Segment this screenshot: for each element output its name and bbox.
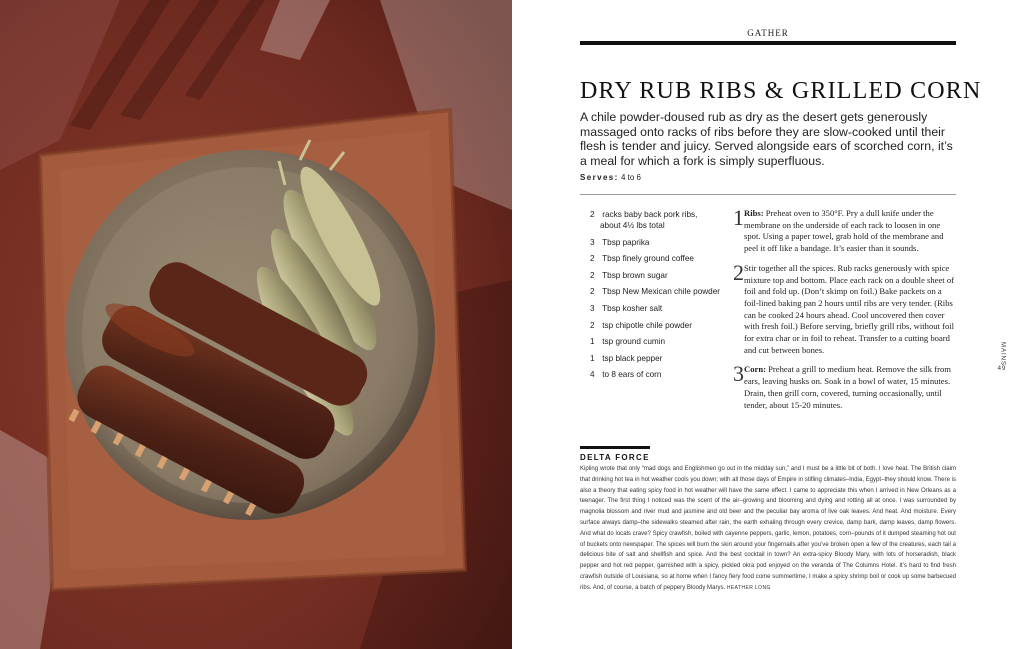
ingredient-item — [590, 369, 720, 380]
ingredient-item — [590, 253, 720, 264]
divider — [580, 194, 956, 195]
method-step — [733, 259, 957, 357]
ingredient-qty: 2 — [590, 254, 595, 264]
serves-line — [580, 173, 641, 182]
ingredient-item — [590, 303, 720, 314]
serves-label: Serves: — [580, 173, 619, 182]
ingredient-item — [590, 353, 720, 364]
ingredient-name: Tbsp finely ground coffee — [602, 254, 694, 264]
step-text: Stir together all the spices. Rub racks generously with spice mixture top and bottom. Place each rack on a double sheet of foil and fold up. (Don’t skimp on foil.) Bake packets on a foil-lined baking pan 2 hours until ribs are very tender. (Ribs can be cooked 24 hours ahead. Cool uncovered then cover with fresh foil.) Before serving, briefly grill ribs, without foil for extra char or in foil to reheat. Transfer to a cutting board and cut between bones. — [744, 262, 955, 355]
sidebar-body — [580, 464, 956, 594]
ingredient-name: tsp chipotle chile powder — [602, 320, 692, 330]
page-folio — [996, 342, 1008, 373]
ingredient-item — [590, 237, 720, 248]
page-number: 49 — [997, 366, 1007, 373]
step-number: 1 — [733, 205, 744, 230]
ingredient-item — [590, 286, 720, 297]
step-lead: Corn: — [744, 364, 766, 375]
recipe-page — [512, 0, 1024, 649]
ingredient-name: racks baby back pork ribs, about 4½ lbs total — [600, 210, 698, 230]
ingredient-name: to 8 ears of corn — [602, 370, 662, 380]
section-rule — [580, 41, 956, 45]
sidebar-byline: HEATHER LONG — [726, 584, 771, 591]
ingredient-qty: 2 — [590, 270, 595, 280]
ingredient-item — [590, 270, 720, 281]
method-step — [733, 361, 957, 411]
ingredient-qty: 2 — [590, 287, 595, 297]
serves-value: 4 to 6 — [620, 173, 641, 182]
ingredient-name: Tbsp paprika — [602, 237, 650, 247]
step-text: Preheat oven to 350°F. Pry a dull knife under the membrane on the underside of each rack to loosen in one spot. Using a paper towel, grab hold of the membrane and peel it off like a bandage. It’s easier than it sounds. — [744, 208, 944, 254]
ingredient-name: Tbsp kosher salt — [602, 303, 663, 313]
sidebar-title: DELTA FORCE — [580, 453, 650, 462]
ingredient-item — [590, 336, 720, 347]
step-number: 3 — [733, 361, 744, 387]
ingredient-qty: 3 — [590, 303, 595, 313]
step-number: 2 — [733, 259, 744, 285]
ingredient-name: Tbsp brown sugar — [602, 270, 668, 280]
section-header: GATHER — [747, 28, 789, 38]
step-text: Preheat a grill to medium heat. Remove the silk from ears, leaving husks on. Soak in a bowl of water, 15 minutes. Drain, then grill corn, covered, turning occasionally, until tender, about 15-20 minutes. — [744, 364, 951, 410]
folio-section: MAINS — [999, 342, 1006, 367]
method-step — [733, 205, 957, 255]
ingredient-list — [590, 209, 720, 386]
sidebar-text: Kipling wrote that only “mad dogs and Englishmen go out in the midday sun,” and I must be a little bit of both. I love heat. The British claim that drinking hot tea in hot weather cools you down; with all those days of Empire in stifling climates–India, Egypt–they should know. There is also a theory that eating spicy food in hot weather will have the same effect. I came to appreciate this when I arrived in New Orleans as a teenager. The first thing I noticed was the scent of the air–growing and blooming and dying and rotting all at once. I was surrounded by magnolia blossom and river mud and jasmine and old beer and the peculiar bay aroma of live oak leaves. And heat. And moisture. Every surface always damp–the sidewalks steamed after rain, the earth exhaling through every crevice, damp bark, damp leaves, damp flowers. And what do locals crave? Spicy crawfish, boiled with cayenne peppers, garlic, lemon, potatoes, corn–pounds of it dumped steaming hot out of buckets onto newspaper. The spices will burn the skin around your fingernails after you’ve broken open a few of the creatures, each tail a delicious bite of salt and shellfish and spice. And the best cocktail in town? An extra-spicy Bloody Mary, with lots of horseradish, black pepper and hot red pepper, garnished with a spicy, pickled okra pod enjoyed on the veranda of The Columns Hotel. It’s hard to find fresh crawfish outside of Louisiana, so at home when I fancy fiery food come summertime, I make a spicy shrimp boil or cook up some barbecued ribs. And, of course, a batch of peppery Bloody Marys. — [580, 466, 956, 591]
ingredient-qty: 2 — [590, 210, 595, 219]
recipe-title: DRY RUB RIBS & GRILLED CORN — [580, 78, 982, 104]
ingredient-item — [590, 209, 720, 231]
ingredient-item — [590, 320, 720, 331]
sidebar-rule — [580, 446, 650, 449]
ingredient-qty: 2 — [590, 320, 595, 330]
ingredient-qty: 1 — [590, 337, 595, 347]
ingredient-name: tsp black pepper — [602, 353, 663, 363]
recipe-intro: A chile powder-doused rub as dry as the desert gets generously massaged onto racks of ribs before they are slow-cooked until their flesh is tender and juicy. Served alongside ears of scorched corn, it’s a meal for which a fork is simply superfluous. — [580, 110, 953, 168]
ingredient-qty: 4 — [590, 370, 595, 380]
ingredient-qty: 1 — [590, 353, 595, 363]
ingredient-name: Tbsp New Mexican chile powder — [602, 287, 720, 297]
ingredient-name: tsp ground cumin — [602, 337, 666, 347]
method-steps — [733, 205, 957, 419]
step-lead: Ribs: — [744, 208, 764, 218]
ingredient-qty: 3 — [590, 237, 595, 247]
